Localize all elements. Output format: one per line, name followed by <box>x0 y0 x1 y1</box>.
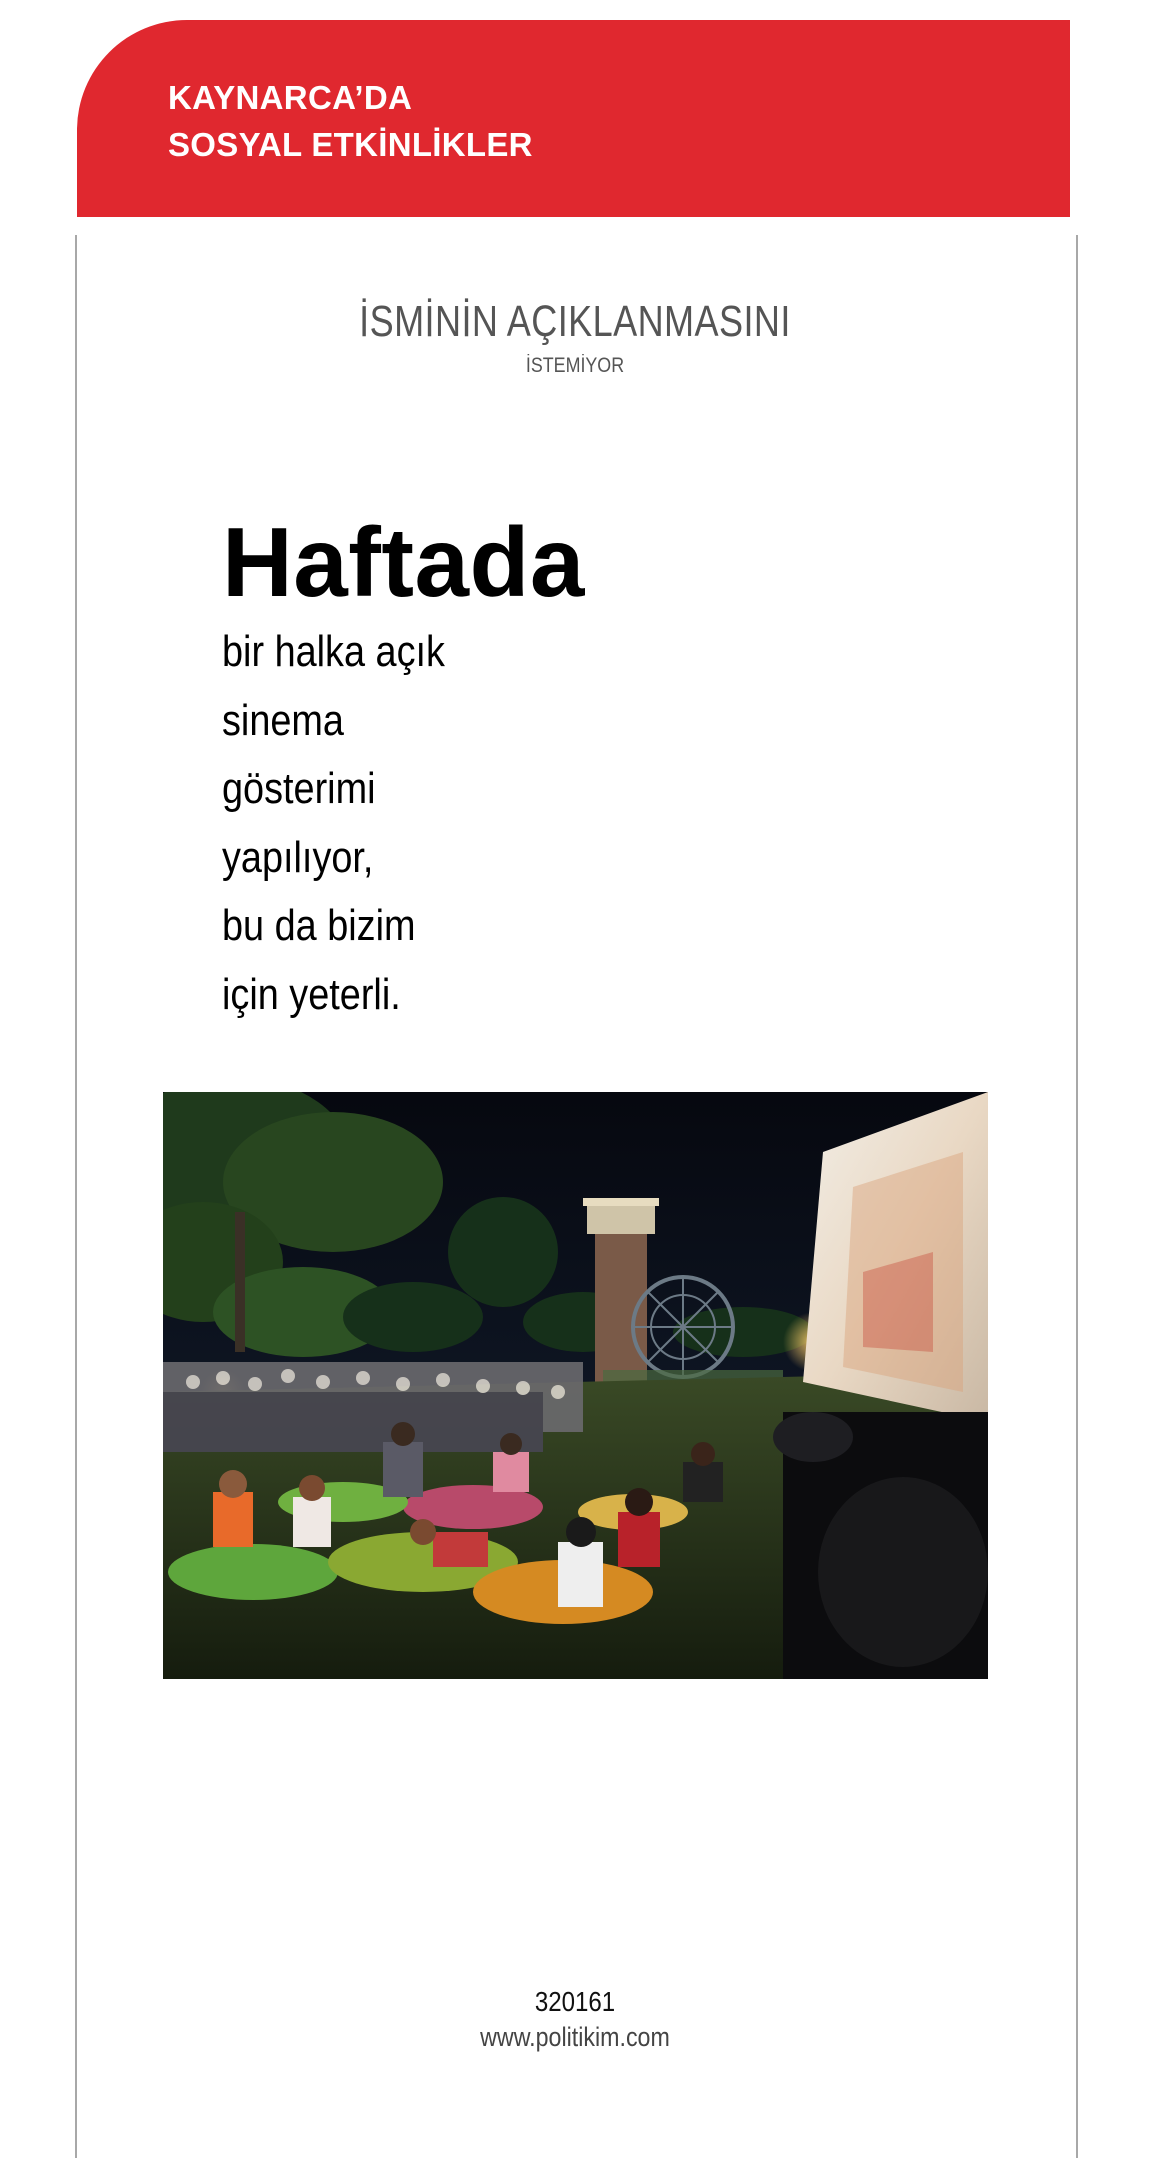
footer-url[interactable]: www.politikim.com <box>480 2022 670 2052</box>
open-air-cinema-photo <box>163 1092 988 1679</box>
source-name: İSMİNİN AÇIKLANMASINI <box>359 297 791 346</box>
header-title <box>168 74 533 168</box>
source-note: İSTEMİYOR <box>525 354 625 377</box>
quote-headline: Haftada <box>222 507 585 617</box>
header-title-line1: KAYNARCA’DA <box>168 79 413 116</box>
quote-block <box>222 508 585 1029</box>
quote-line: sinema <box>222 695 344 745</box>
footer-id: 320161 <box>534 1986 616 2017</box>
quote-line: için yeterli. <box>222 969 401 1019</box>
quote-line: gösterimi <box>222 764 376 813</box>
quote-line: yapılıyor, <box>222 832 374 882</box>
header-title-line2: SOSYAL ETKİNLİKLER <box>168 126 533 163</box>
quote-line: bir halka açık <box>222 627 445 676</box>
quote-line: bu da bizim <box>222 901 416 950</box>
quote-lines <box>222 618 585 1029</box>
